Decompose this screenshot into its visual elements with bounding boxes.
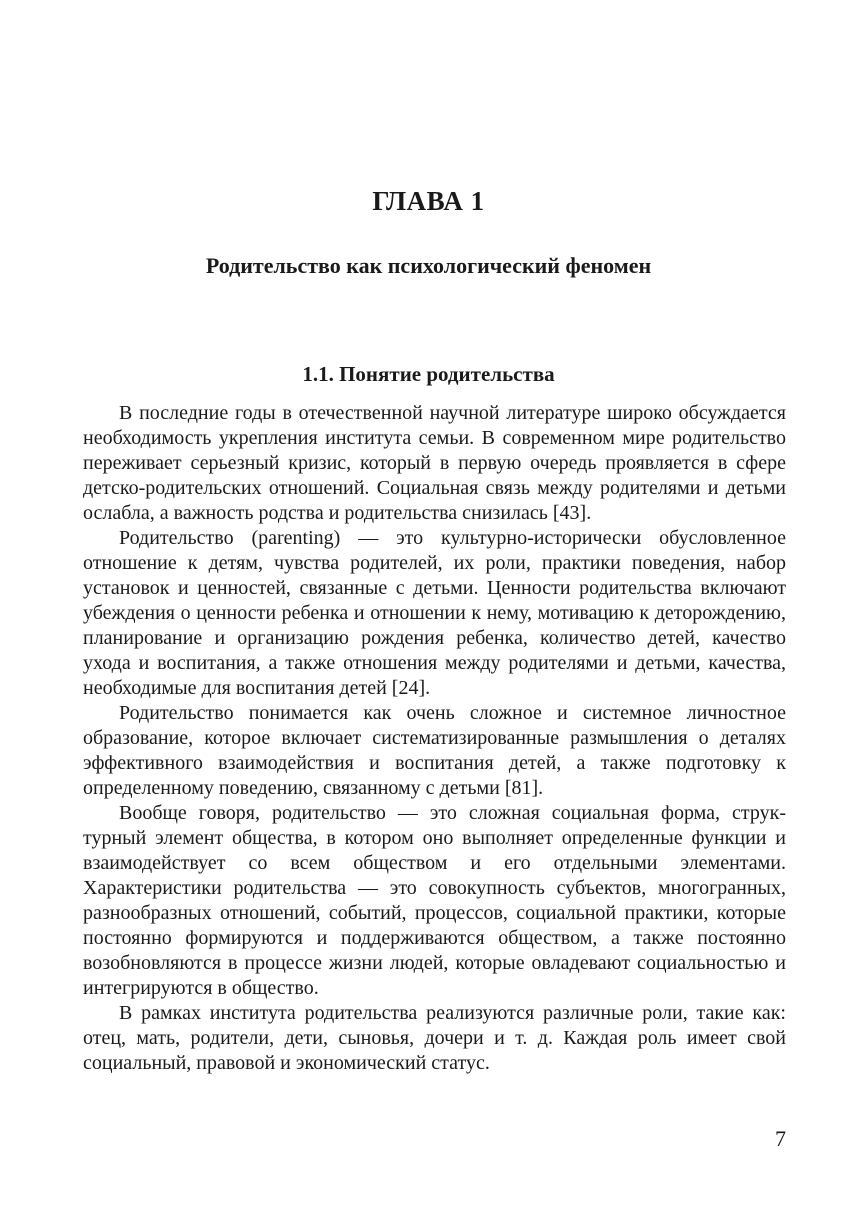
section-title: 1.1. Понятие родительства bbox=[302, 362, 555, 386]
chapter-title: ГЛАВА 1 bbox=[372, 186, 485, 216]
paragraph: Родительство понимается как очень сложное и системное личностное образование, которое включает систематизированные размышления о деталях эффективного взаимодействия и воспитания детей, а также подготовку к определенному поведению, связанному с детьми [81]. bbox=[83, 702, 786, 799]
paragraph: В последние годы в отечественной научной литературе широко обсуждается необходимость укрепления института семьи. В современном мире родительство переживает серьезный кризис, который в первую очередь проявляется в сфере детско-родительских отношений. Социальная связь между родителями и детьми ослабла, а важность родства и родительства снизилась [43]. bbox=[83, 402, 786, 524]
body-text bbox=[83, 401, 786, 1076]
paragraph: Родительство (parenting) — это культурно-исторически обусловленное отношение к детям, чувства родителей, их роли, практики поведения, набор установок и ценностей, связанные с детьми. Ценности родительства включают убеждения о ценности ребенка и отношении к нему, мотивацию к деторождению, планирование и организацию рождения ребенка, количество детей, качество ухода и воспитания, а также отношения между родителями и детьми, качества, необходимые для воспитания детей [24]. bbox=[83, 527, 786, 699]
paragraph: В рамках института родительства реализуются различные роли, такие как: отец, мать, родители, дети, сыновья, дочери и т. д. Каждая роль имеет свой социальный, правовой и экономический статус. bbox=[83, 1002, 786, 1074]
page-number: 7 bbox=[775, 1126, 786, 1151]
paragraph: Вообще говоря, родительство — это сложная социальная форма, структурный элемент общества, в котором оно выполняет определенные функции и взаимодействует со всем обществом и его отдельными элементами. Характеристики родительства — это совокупность субъектов, многогранных, разнообразных отношений, событий, процессов, социальной практики, которые постоянно формируются и поддерживаются обществом, а также постоянно возобновляются в процессе жизни людей, которые овладевают социальностью и интегрируются в общество. bbox=[83, 802, 786, 999]
chapter-subtitle: Родительство как психологический феномен bbox=[205, 253, 652, 278]
